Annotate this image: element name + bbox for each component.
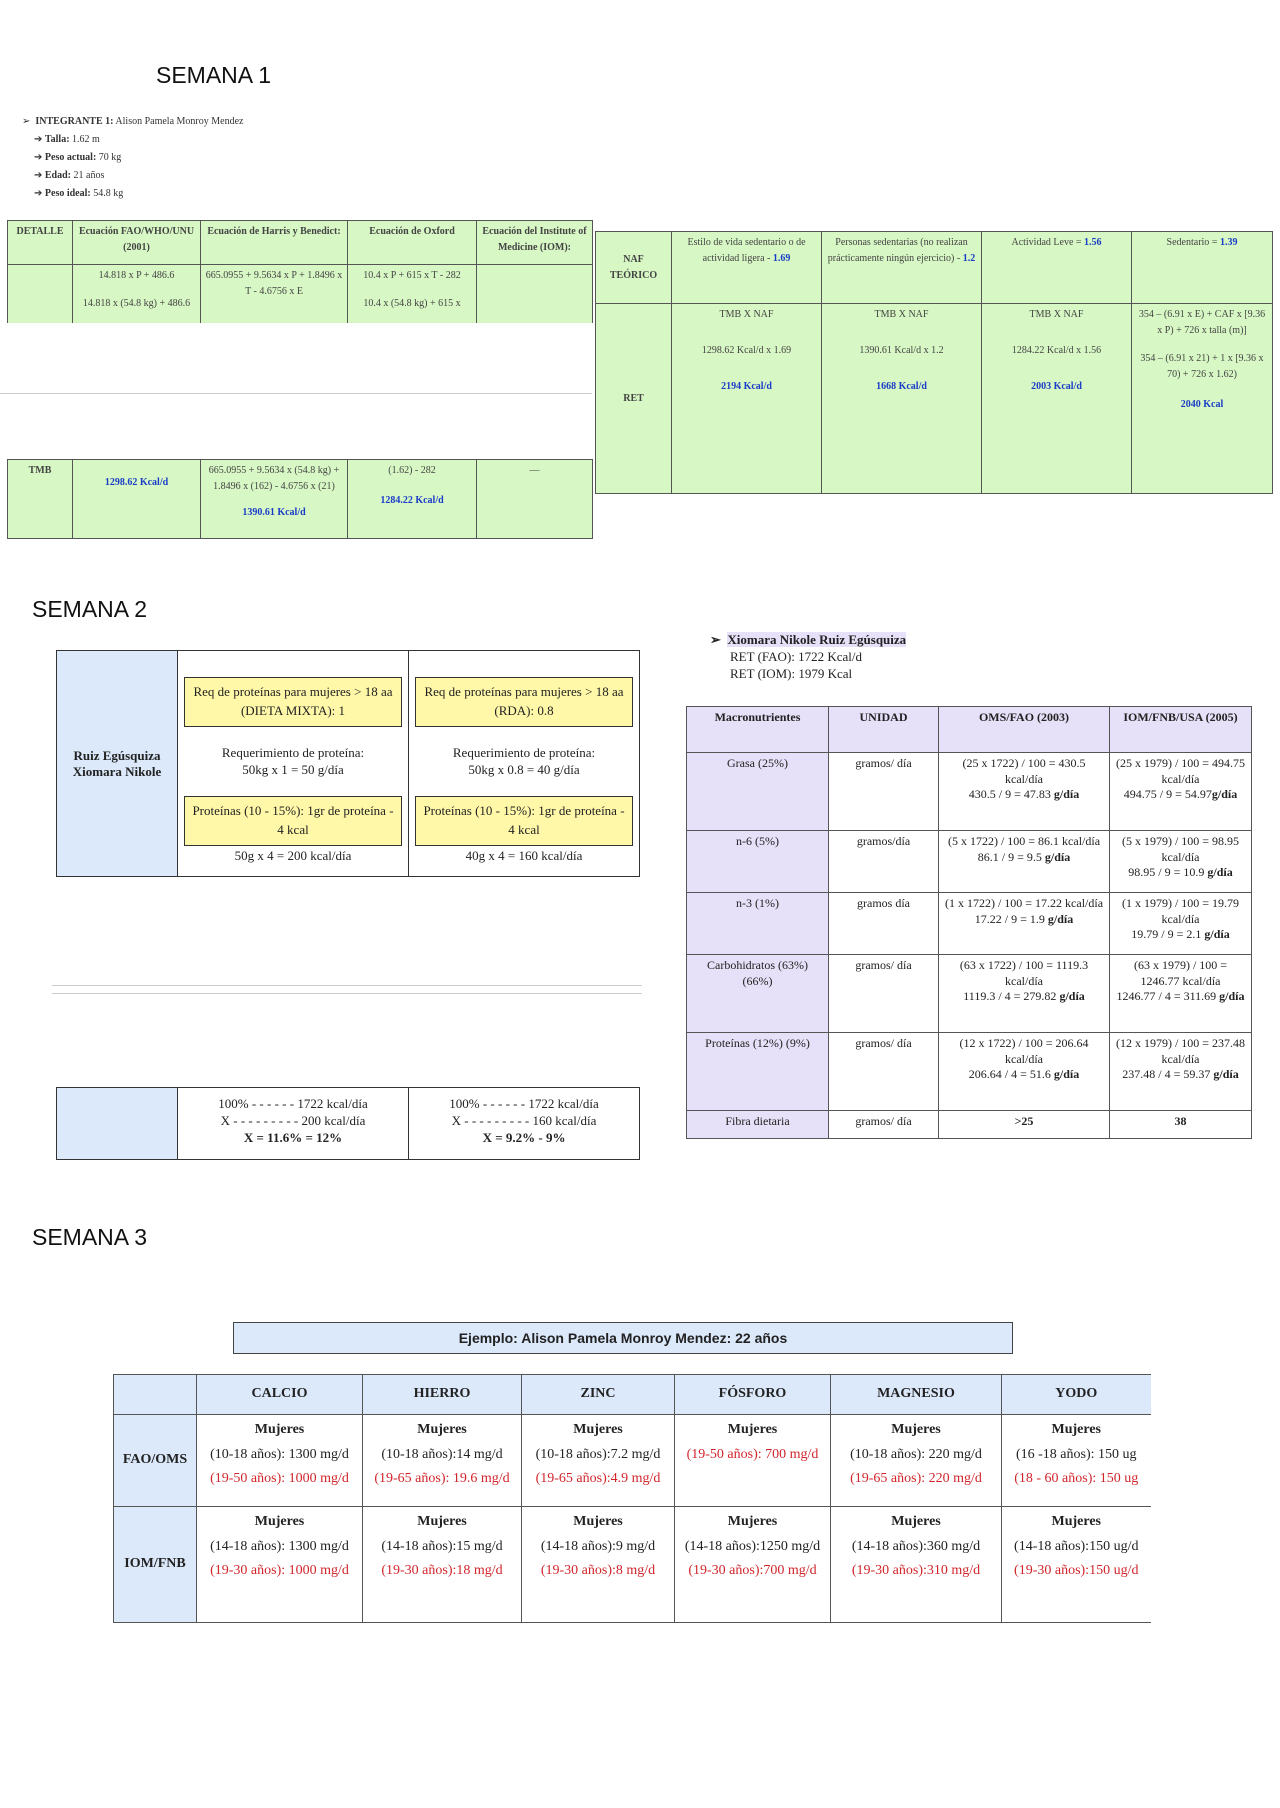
item-value: 21 años (73, 170, 105, 181)
value: (14-18 años): 1300 mg/d (210, 1538, 349, 1554)
item-label: Peso actual: (44, 152, 97, 163)
item-value: 70 kg (98, 152, 122, 163)
table-row (687, 1033, 1252, 1111)
divider (52, 985, 642, 986)
unit: g/día (1207, 865, 1233, 880)
ret-calc: 1284.22 Kcal/d x 1.56 (1011, 345, 1102, 356)
macro-name: Carbohidratos (63%) (66%) (687, 955, 829, 1033)
porcentaje-line: X - - - - - - - - - 160 kcal/día (451, 1112, 597, 1128)
macro-name: n-6 (5%) (687, 831, 829, 893)
proteinas-col-1 (178, 651, 409, 876)
header-fao: Ecuación FAO/WHO/UNU (2001) (73, 221, 201, 265)
cell (939, 831, 1110, 893)
macronutrientes-table (686, 706, 1252, 1139)
cell (939, 893, 1110, 955)
integrante-name: Alison Pamela Monroy Mendez (115, 116, 244, 127)
naf-text: Sedentario = (1166, 237, 1218, 248)
divider (52, 993, 642, 994)
table-row (687, 893, 1252, 955)
mujeres-label: Mujeres (727, 1422, 778, 1437)
table-row (8, 460, 593, 539)
header-cell: UNIDAD (829, 707, 939, 753)
iom-calc: (5 x 1979) / 100 = 98.95 kcal/día (1121, 834, 1240, 864)
oms-result: 17.22 / 9 = 1.9 (974, 911, 1045, 926)
fibra-iom: 38 (1110, 1111, 1252, 1139)
naf-text: Estilo de vida sedentario o de actividad ligera - (687, 237, 806, 264)
table-row (596, 304, 1273, 494)
unit: g/día (1219, 989, 1245, 1004)
header-cell: IOM/FNB/USA (2005) (1110, 707, 1252, 753)
arrow-icon: ➔ (34, 134, 43, 145)
item-label: Peso ideal: (44, 188, 91, 199)
cell (197, 1415, 363, 1507)
porcentaje-col-1 (178, 1088, 409, 1160)
cell (831, 1415, 1002, 1507)
oms-calc: (12 x 1722) / 100 = 206.64 kcal/día (959, 1036, 1089, 1066)
mujeres-label: Mujeres (254, 1514, 305, 1529)
req-calc: 50kg x 0.8 = 40 g/día (468, 761, 580, 777)
macro-name: Grasa (25%) (687, 753, 829, 831)
cell (73, 265, 201, 323)
xiomara-row (710, 632, 906, 649)
iom-result: 237.48 / 4 = 59.37 (1122, 1067, 1211, 1082)
ret-value: 2040 Kcal (1180, 399, 1224, 410)
macro-name: Proteínas (12%) (9%) (687, 1033, 829, 1111)
tmb-fao-value: 1298.62 Kcal/d (104, 477, 169, 488)
oms-result: 430.5 / 9 = 47.83 (968, 787, 1051, 802)
table-row (687, 707, 1252, 753)
cell (522, 1415, 675, 1507)
unit: g/día (1213, 1067, 1239, 1082)
macro-name: n-3 (1%) (687, 893, 829, 955)
value-highlight: (19-30 años):18 mg/d (381, 1563, 503, 1578)
cell (348, 460, 477, 539)
table-row (8, 265, 593, 323)
table-row (687, 831, 1252, 893)
cell (672, 304, 822, 494)
table-row (114, 1507, 1151, 1623)
header-hierro: HIERRO (363, 1375, 522, 1415)
unit: g/día (1047, 911, 1074, 926)
header-oxford: Ecuación de Oxford (348, 221, 477, 265)
unit: g/día (1053, 1067, 1080, 1082)
tmb-label: TMB (8, 460, 73, 539)
cell (675, 1415, 831, 1507)
ret-value: 2194 Kcal/d (721, 381, 772, 392)
naf-value: 1.2 (962, 253, 976, 264)
value-highlight: (19-50 años): 700 mg/d (686, 1446, 819, 1462)
tmb-harris-value: 1390.61 Kcal/d (242, 507, 306, 518)
value-highlight: (19-30 años): 1000 mg/d (210, 1563, 349, 1578)
ret-formula: TMB X NAF (719, 309, 774, 320)
macro-unit: gramos/ día (829, 753, 939, 831)
unit: g/día (1059, 989, 1085, 1004)
header-cell: OMS/FAO (2003) (939, 707, 1110, 753)
req-box: Req de proteínas para mujeres > 18 aa (RDA): 0.8 (415, 677, 633, 727)
naf-text: Actividad Leve = (1011, 237, 1082, 248)
naf-value: 1.39 (1219, 237, 1238, 248)
iom-result: 19.79 / 9 = 2.1 (1131, 927, 1202, 942)
oms-calc: (25 x 1722) / 100 = 430.5 kcal/día (962, 756, 1086, 786)
cell (822, 232, 982, 304)
macro-name: Fibra dietaria (687, 1111, 829, 1139)
cell (1110, 753, 1252, 831)
semana-1-title: SEMANA 1 (156, 62, 272, 88)
value: (10-18 años):14 mg/d (381, 1446, 503, 1462)
cell (477, 265, 593, 323)
ret-formula: 354 – (6.91 x E) + CAF x [9.36 x P) + 726 x talla (m)] (1138, 309, 1266, 336)
integrante-row (22, 113, 243, 131)
mujeres-label: Mujeres (727, 1514, 778, 1529)
value-highlight: (18 - 60 años): 150 ug (1014, 1471, 1139, 1486)
oxford-formula: 10.4 x P + 615 x T - 282 (363, 270, 461, 281)
value-highlight: (19-30 años):8 mg/d (540, 1563, 656, 1578)
tmb-oxford-formula: (1.62) - 282 (388, 465, 436, 476)
mujeres-label: Mujeres (573, 1514, 623, 1529)
value-highlight: (19-65 años): 19.6 mg/d (374, 1471, 510, 1486)
xiomara-info (710, 632, 906, 683)
macro-unit: gramos/ día (829, 1033, 939, 1111)
iom-fnb-label: IOM/FNB (114, 1507, 197, 1623)
fao-formula-sub: 14.818 x (54.8 kg) + 486.6 (82, 298, 191, 309)
item-value: 1.62 m (72, 134, 100, 145)
mujeres-label: Mujeres (1051, 1514, 1101, 1529)
unit: g/día (1044, 849, 1071, 864)
mujeres-label: Mujeres (254, 1422, 305, 1437)
value: (14-18 años):9 mg/d (540, 1538, 656, 1554)
xiomara-name: Xiomara Nikole Ruiz Egúsquiza (727, 632, 907, 647)
divider (56, 1159, 640, 1160)
porcentaje-panel (56, 1087, 640, 1160)
cell (939, 753, 1110, 831)
cell (831, 1507, 1002, 1623)
porcentaje-result: X = 11.6% = 12% (243, 1129, 343, 1145)
naf-ret-table (595, 231, 1273, 494)
cell (1132, 232, 1273, 304)
value-highlight: (19-65 años):4.9 mg/d (535, 1471, 661, 1486)
header-magnesio: MAGNESIO (831, 1375, 1002, 1415)
iom-result: 1246.77 / 4 = 311.69 (1116, 989, 1217, 1004)
iom-result: 494.75 / 9 = 54.97 (1123, 787, 1212, 802)
header-yodo: YODO (1002, 1375, 1151, 1415)
cell (1110, 955, 1252, 1033)
cell (73, 460, 201, 539)
iom-calc: (1 x 1979) / 100 = 19.79 kcal/día (1121, 896, 1240, 926)
value-highlight: (19-30 años):150 ug/d (1014, 1563, 1139, 1578)
ejemplo-banner: Ejemplo: Alison Pamela Monroy Mendez: 22 años (233, 1322, 1013, 1354)
iom-calc: (25 x 1979) / 100 = 494.75 kcal/día (1115, 756, 1246, 786)
fibra-oms: >25 (939, 1111, 1110, 1139)
naf-value: 1.56 (1084, 237, 1102, 248)
ret-label: RET (596, 304, 672, 494)
cell (348, 265, 477, 323)
tmb-iom-value: — (529, 465, 540, 476)
header-harris: Ecuación de Harris y Benedict: (201, 221, 348, 265)
fao-formula: 14.818 x P + 486.6 (98, 270, 175, 281)
table-row (596, 232, 1273, 304)
ret-calc: 1390.61 Kcal/d x 1.2 (859, 345, 944, 356)
porcentaje-result: X = 9.2% - 9% (482, 1129, 566, 1145)
porcentaje-line: 100% - - - - - - 1722 kcal/día (218, 1096, 368, 1111)
arrow-icon: ➔ (34, 188, 43, 199)
integrante-label: INTEGRANTE 1: (35, 116, 114, 127)
value-highlight: (19-50 años): 1000 mg/d (210, 1471, 349, 1486)
table-row (687, 1111, 1252, 1139)
ret-formula: TMB X NAF (1029, 309, 1084, 320)
bullet-icon: ➢ (22, 116, 31, 127)
harris-formula: 665.0955 + 9.5634 x P + 1.8496 x T - 4.6756 x E (205, 270, 343, 297)
nombre-cell: Ruiz Egúsquiza Xiomara Nikole (57, 651, 178, 876)
arrow-icon: ➔ (34, 152, 43, 163)
header-cell: Macronutrientes (687, 707, 829, 753)
item-label: Edad: (44, 170, 72, 181)
arrow-icon: ➔ (34, 170, 43, 181)
header-detalle: DETALLE (8, 221, 73, 265)
req-box: Req de proteínas para mujeres > 18 aa (DIETA MIXTA): 1 (184, 677, 402, 727)
value: (10-18 años): 220 mg/d (850, 1446, 982, 1462)
value: (10-18 años): 1300 mg/d (210, 1446, 349, 1462)
cell (1002, 1507, 1151, 1623)
oms-result: 206.64 / 4 = 51.6 (968, 1067, 1051, 1082)
req-text: Requerimiento de proteína: (221, 744, 365, 760)
header-fosforo: FÓSFORO (675, 1375, 831, 1415)
item-label: Talla: (44, 134, 70, 145)
porcentaje-line: X - - - - - - - - - 200 kcal/día (220, 1112, 366, 1128)
oms-result: 1119.3 / 4 = 279.82 (963, 989, 1057, 1004)
table-row (114, 1415, 1151, 1507)
cell (672, 232, 822, 304)
header-iom: Ecuación del Institute of Medicine (IOM): (477, 221, 593, 265)
ret-iom: RET (IOM): 1979 Kcal (730, 665, 853, 681)
cell (1110, 831, 1252, 893)
cell (201, 460, 348, 539)
oms-result: 86.1 / 9 = 9.5 (977, 849, 1042, 864)
cell (201, 265, 348, 323)
oms-calc: (5 x 1722) / 100 = 86.1 kcal/día (947, 834, 1101, 848)
cell (522, 1507, 675, 1623)
integrante-list (22, 113, 243, 203)
value-highlight: (19-30 años):310 mg/d (851, 1563, 981, 1578)
naf-label: NAF TEÓRICO (596, 232, 672, 304)
item-value: 54.8 kg (93, 188, 124, 199)
naf-text: Personas sedentarias (no realizan prácticamente ningún ejercicio) - (827, 237, 968, 264)
table-row (687, 753, 1252, 831)
cell (8, 265, 73, 323)
tmb-table (7, 459, 593, 539)
mujeres-label: Mujeres (1051, 1422, 1101, 1437)
porcentaje-col-2 (409, 1088, 639, 1160)
macro-unit: gramos día (829, 893, 939, 955)
unit: g/día (1053, 787, 1080, 802)
iom-calc: (12 x 1979) / 100 = 237.48 kcal/día (1115, 1036, 1246, 1066)
ret-calc: 1298.62 Kcal/d x 1.69 (701, 345, 792, 356)
cell (197, 1507, 363, 1623)
ecuaciones-table (7, 220, 593, 323)
ret-value: 1668 Kcal/d (876, 381, 927, 392)
unit: g/día (1211, 787, 1238, 802)
mujeres-label: Mujeres (417, 1514, 467, 1529)
list-item (22, 167, 243, 185)
macro-unit: gramos/ día (829, 955, 939, 1033)
table-row (114, 1375, 1151, 1415)
list-item (22, 185, 243, 203)
macro-unit: gramos/ día (829, 1111, 939, 1139)
mujeres-label: Mujeres (891, 1514, 941, 1529)
header-zinc: ZINC (522, 1375, 675, 1415)
cell (477, 460, 593, 539)
ret-fao: RET (FAO): 1722 Kcal/d (730, 648, 863, 664)
cell (1110, 893, 1252, 955)
iom-result: 98.95 / 9 = 10.9 (1128, 865, 1205, 880)
list-item (22, 149, 243, 167)
semana-3-title: SEMANA 3 (32, 1224, 148, 1250)
cell (822, 304, 982, 494)
mujeres-label: Mujeres (891, 1422, 941, 1437)
mujeres-label: Mujeres (417, 1422, 467, 1437)
iom-calc: (63 x 1979) / 100 = 1246.77 kcal/día (1133, 958, 1228, 988)
tmb-oxford-value: 1284.22 Kcal/d (380, 495, 444, 506)
semana-2-title: SEMANA 2 (32, 596, 148, 622)
cell (675, 1507, 831, 1623)
oms-calc: (63 x 1722) / 100 = 1119.3 kcal/día (959, 958, 1089, 988)
prot-box: Proteínas (10 - 15%): 1gr de proteína - 4 kcal (184, 796, 402, 846)
cell (57, 1088, 178, 1160)
value: (14-18 años):1250 mg/d (684, 1538, 821, 1554)
proteinas-panel (56, 650, 640, 877)
oms-calc: (1 x 1722) / 100 = 17.22 kcal/día (944, 896, 1104, 910)
proteinas-col-2 (409, 651, 639, 876)
req-calc: 50kg x 1 = 50 g/día (242, 761, 344, 777)
micronutrientes-table (113, 1374, 1151, 1623)
naf-value: 1.69 (772, 253, 791, 264)
value-highlight: (19-30 años):700 mg/d (688, 1563, 817, 1578)
cell (982, 304, 1132, 494)
cell (1132, 304, 1273, 494)
cell (363, 1415, 522, 1507)
value: (14-18 años):150 ug/d (1014, 1538, 1139, 1554)
ret-calc: 354 – (6.91 x 21) + 1 x [9.36 x 70) + 726 x 1.62) (1140, 353, 1264, 380)
prot-calc: 40g x 4 = 160 kcal/día (465, 848, 583, 864)
cell (939, 1033, 1110, 1111)
list-item (22, 131, 243, 149)
header-calcio: CALCIO (197, 1375, 363, 1415)
cell (363, 1507, 522, 1623)
value: (14-18 años):15 mg/d (381, 1538, 503, 1554)
cell (1002, 1415, 1151, 1507)
macro-unit: gramos/día (829, 831, 939, 893)
oxford-formula-sub: 10.4 x (54.8 kg) + 615 x (363, 298, 461, 309)
value: (10-18 años):7.2 mg/d (535, 1446, 661, 1462)
value-highlight: (19-65 años): 220 mg/d (850, 1471, 982, 1486)
divider (0, 393, 592, 394)
ret-formula: TMB X NAF (874, 309, 929, 320)
bullet-icon: ➢ (710, 632, 721, 647)
cell (939, 955, 1110, 1033)
cell (114, 1375, 197, 1415)
value: (16 -18 años): 150 ug (1015, 1446, 1137, 1462)
value: (14-18 años):360 mg/d (851, 1538, 981, 1554)
mujeres-label: Mujeres (573, 1422, 623, 1437)
table-row (687, 955, 1252, 1033)
cell (982, 232, 1132, 304)
ret-value: 2003 Kcal/d (1031, 381, 1082, 392)
unit: g/día (1204, 927, 1230, 942)
req-text: Requerimiento de proteína: (452, 744, 596, 760)
fao-oms-label: FAO/OMS (114, 1415, 197, 1507)
prot-calc: 50g x 4 = 200 kcal/día (234, 848, 352, 864)
table-row (8, 221, 593, 265)
prot-box: Proteínas (10 - 15%): 1gr de proteína - 4 kcal (415, 796, 633, 846)
porcentaje-line: 100% - - - - - - 1722 kcal/día (449, 1096, 599, 1111)
cell (1110, 1033, 1252, 1111)
tmb-harris-formula: 665.0955 + 9.5634 x (54.8 kg) + 1.8496 x (162) - 4.6756 x (21) (208, 465, 340, 492)
